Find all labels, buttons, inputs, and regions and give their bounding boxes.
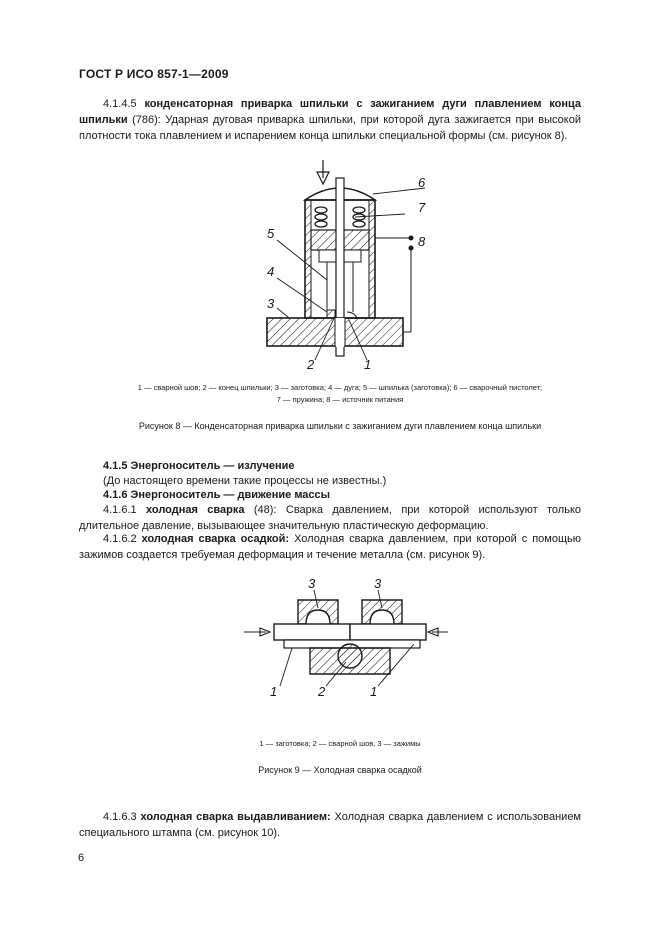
term-code: (48): xyxy=(253,504,277,516)
paragraph-4-1-4-5 xyxy=(79,96,581,144)
label-4: 4 xyxy=(267,264,275,279)
label-3: 3 xyxy=(308,576,316,591)
section-number: 4.1.6 xyxy=(103,489,128,501)
label-1: 1 xyxy=(370,684,378,699)
legend-line: 7 — пружина; 8 — источник питания xyxy=(276,395,404,404)
label-8: 8 xyxy=(418,234,426,249)
label-3: 3 xyxy=(374,576,382,591)
figure-8-diagram xyxy=(255,150,455,375)
section-number: 4.1.4.5 xyxy=(103,98,137,110)
label-3: 3 xyxy=(267,296,275,311)
paragraph-4-1-6-3 xyxy=(79,809,581,841)
section-title: Энергоноситель — движение массы xyxy=(130,489,331,501)
term: конденсаторная приварка шпильки с зажиганием дуги плавлением конца шпильки xyxy=(79,98,581,126)
term: холодная сварка осадкой: xyxy=(141,533,290,545)
definition: Холодная сварка давлением, при которой с помощью зажимов создается требуемая деформация и течение металла (см. рисунок 9). xyxy=(79,533,582,561)
figure-9-caption: Рисунок 9 — Холодная сварка осадкой xyxy=(258,765,422,775)
label-7: 7 xyxy=(418,200,426,215)
weld-seam xyxy=(338,644,362,668)
label-2: 2 xyxy=(307,357,315,372)
force-arrow xyxy=(428,628,448,636)
label-6: 6 xyxy=(418,175,426,190)
document-header: ГОСТ Р ИСО 857-1—2009 xyxy=(79,67,229,81)
term: холодная сварка xyxy=(146,504,245,516)
definition: Сварка давлением, при которой используют только длительное давление, вызывающее значительную пластическую деформацию. xyxy=(79,504,582,532)
figure-8-legend xyxy=(90,382,590,406)
definition: Ударная дуговая приварка шпильки, при которой дуга зажигается при высокой плотности тока плавлением и испарением конца шпильки специальной формы (см. рисунок 8). xyxy=(79,114,581,142)
figure-9-legend: 1 — заготовка; 2 — сварной шов, 3 — зажимы xyxy=(259,739,421,748)
workpiece xyxy=(350,624,426,640)
section-number: 4.1.6.3 xyxy=(103,811,137,823)
force-arrow xyxy=(317,160,329,184)
clamp xyxy=(362,600,402,624)
definition: Холодная сварка давлением с использованием специального штампа (см. рисунок 10). xyxy=(79,811,581,839)
label-1: 1 xyxy=(270,684,278,699)
page-number: 6 xyxy=(78,852,85,864)
heading-4-1-5 xyxy=(103,458,583,474)
section-number: 4.1.6.2 xyxy=(103,533,137,545)
section-title: Энергоноситель — излучение xyxy=(130,460,295,472)
workpiece xyxy=(274,624,350,640)
note-4-1-5: (До настоящего времени такие процессы не известны.) xyxy=(103,475,387,487)
label-2: 2 xyxy=(318,684,326,699)
heading-4-1-6 xyxy=(103,487,583,503)
arc xyxy=(327,310,335,318)
section-number: 4.1.6.1 xyxy=(103,504,137,516)
paragraph-4-1-6-1 xyxy=(79,502,581,534)
term: холодная сварка выдавливанием: xyxy=(140,811,331,823)
paragraph-4-1-6-2 xyxy=(79,531,581,563)
term-code: (786): xyxy=(132,114,161,126)
figure-9-diagram xyxy=(238,572,448,702)
legend-line: 1 — сварной шов; 2 — конец шпильки; 3 — заготовка; 4 — дуга; 5 — шпилька (заготовка); 6 — сварочный пистолет; xyxy=(137,383,543,392)
section-number: 4.1.5 xyxy=(103,460,128,472)
figure-8-caption: Рисунок 8 — Конденсаторная приварка шпильки с зажиганием дуги плавлением конца шпильки xyxy=(138,421,542,431)
force-arrow xyxy=(244,628,270,636)
label-1: 1 xyxy=(364,357,372,372)
label-5: 5 xyxy=(267,226,275,241)
clamp xyxy=(298,600,338,624)
